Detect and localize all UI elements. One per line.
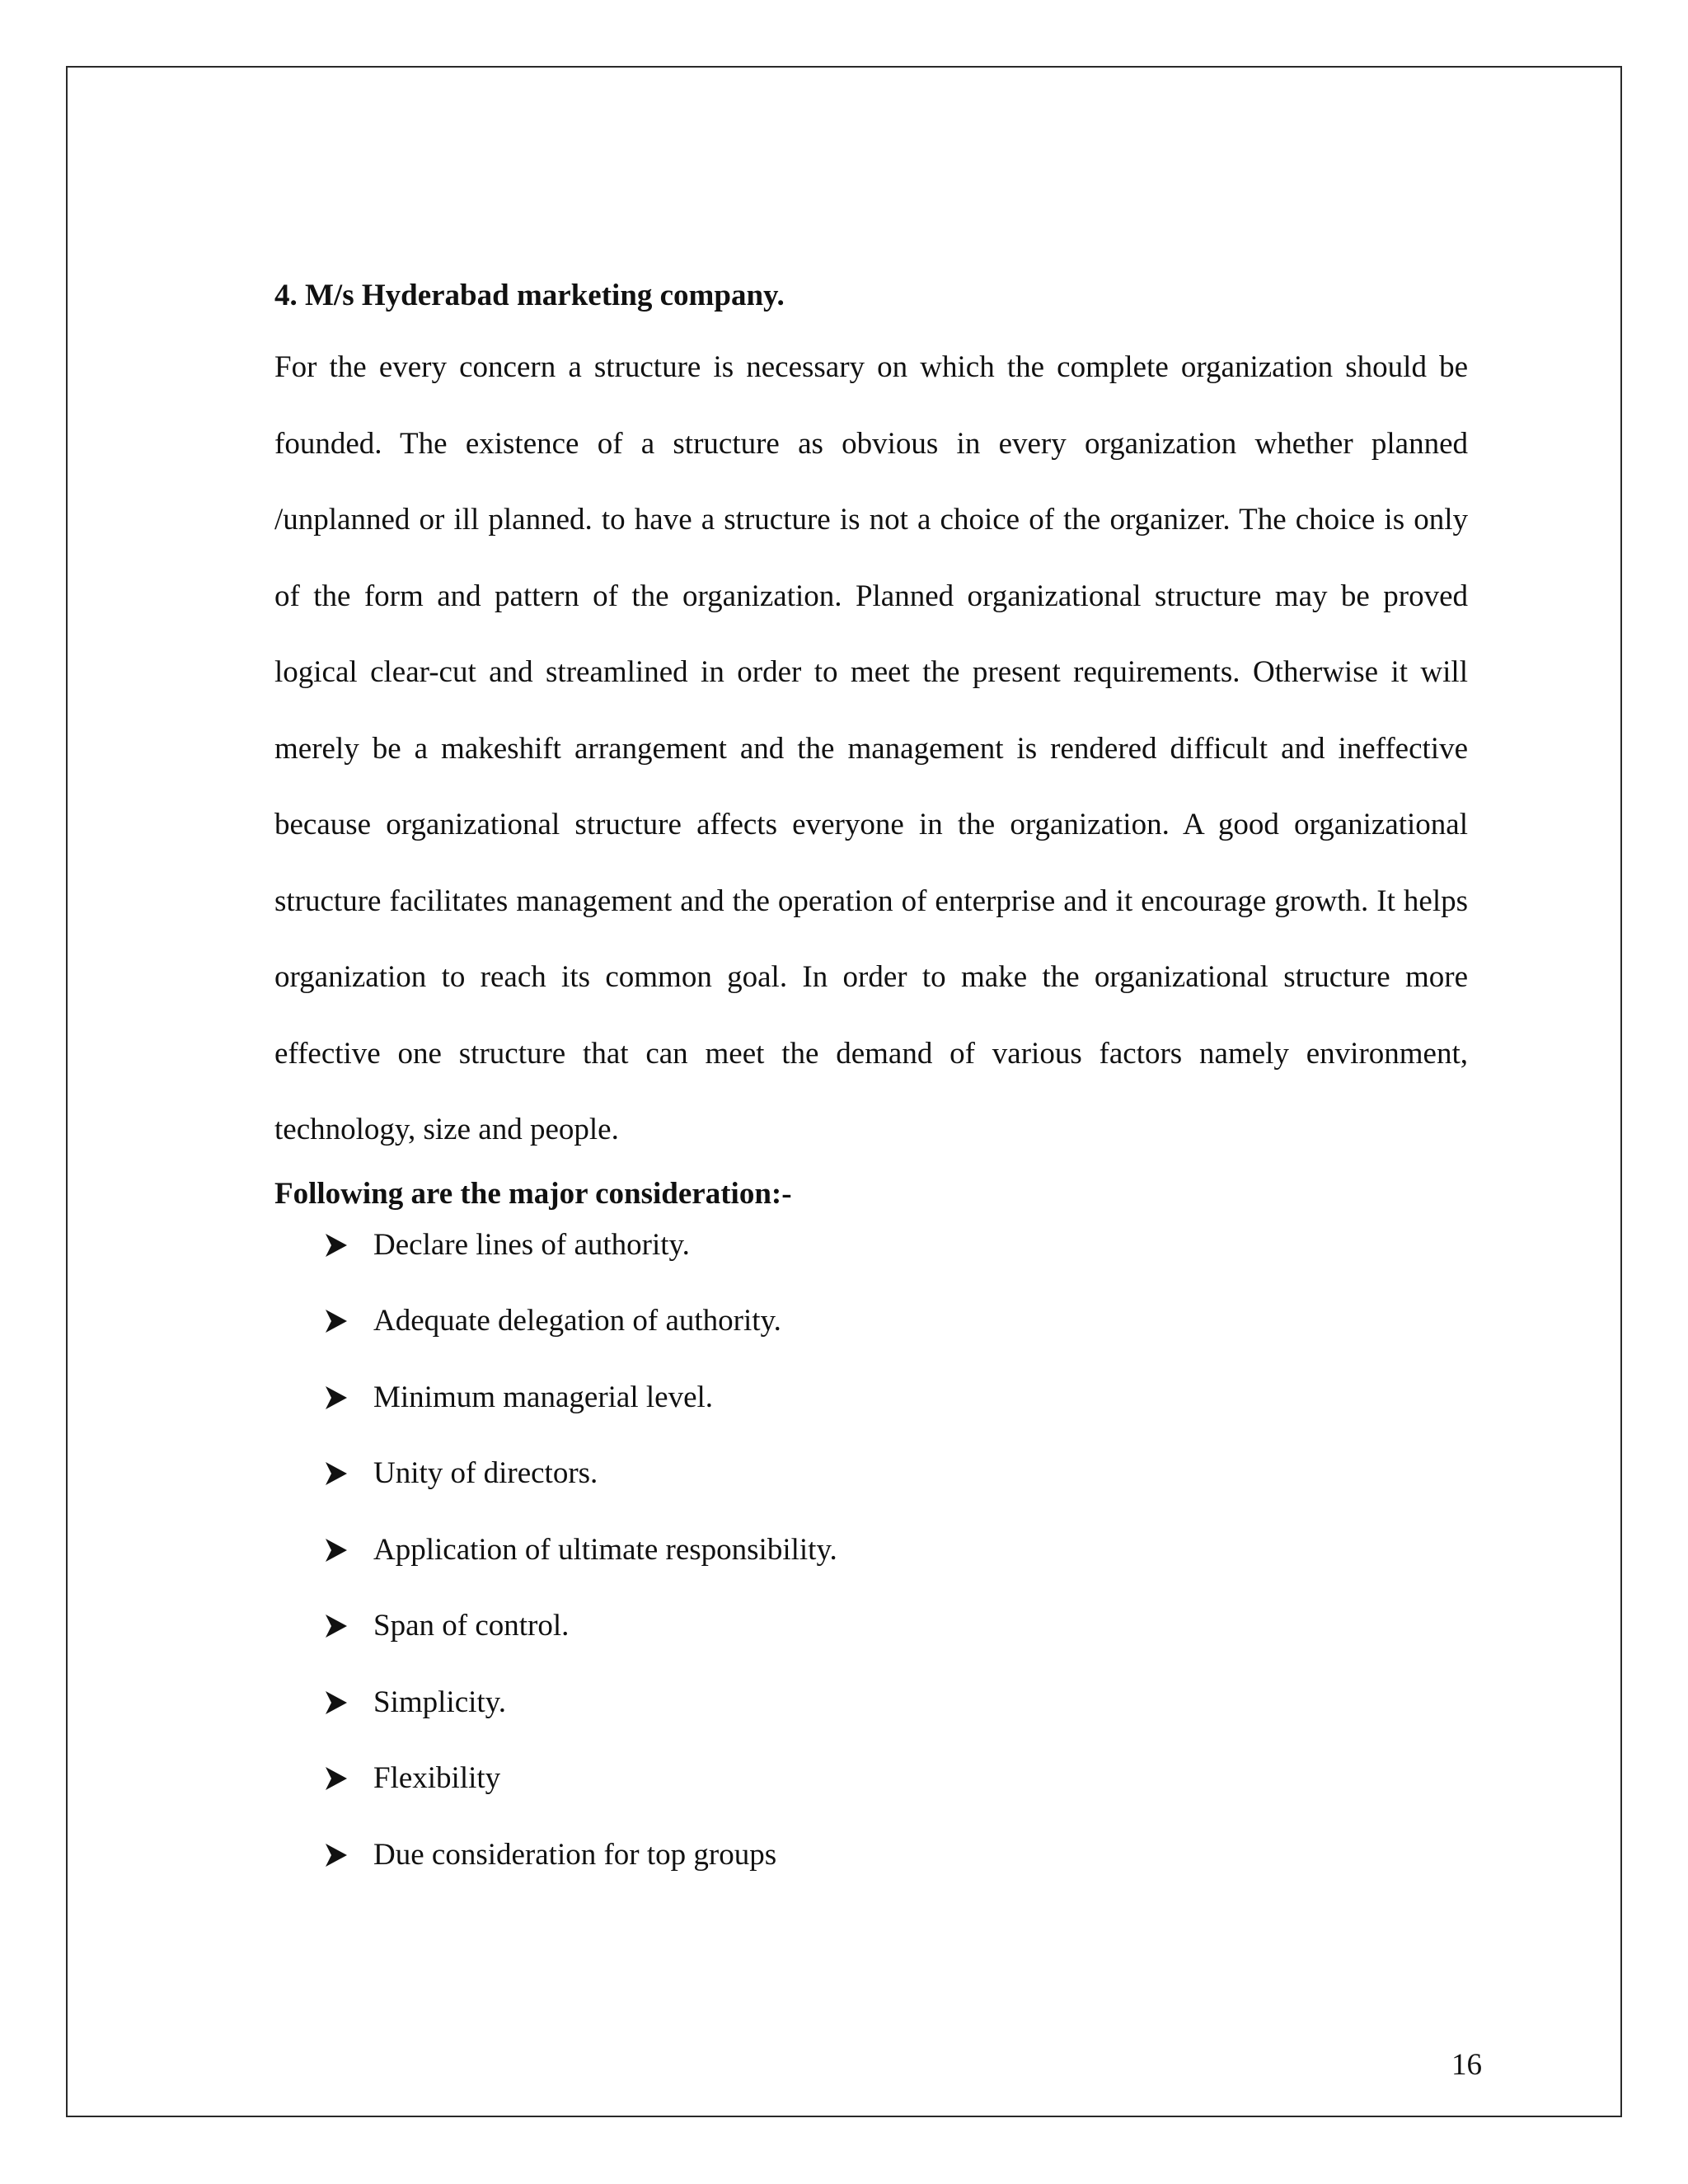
section-heading: 4. M/s Hyderabad marketing company. [274, 279, 785, 312]
list-item-text: Application of ultimate responsibility. [373, 1532, 837, 1567]
list-item-text: Minimum managerial level. [373, 1380, 714, 1414]
list-item-text: Flexibility [373, 1761, 501, 1795]
arrow-bullet-icon [324, 1613, 349, 1639]
body-paragraph: For the every concern a structure is necessary on which the complete organization should be founded. The existence of a structure as obvious in every organization whether planned /unplanned or ill planned. to have a structure is not a choice of the organizer. The choice is only of the form and pattern of the organization. Planned organizational structure may be proved logical clear-cut and streamlined in order to meet the present requirements. Otherwise it will merely be a makeshift arrangement and the management is rendered difficult and ineffective because organizational structure affects everyone in the organization. A good organizational structure facilitates management and the operation of enterprise and it encourage growth. It helps organization to reach its common goal. In order to make the organizational structure more effective one structure that can meet the demand of various factors namely environment, technology, size and people. [274, 350, 1468, 1146]
list-item-text: Unity of directors. [373, 1456, 598, 1490]
list-item-text: Adequate delegation of authority. [373, 1304, 781, 1338]
list-item [274, 1525, 1468, 1601]
list-item [274, 1220, 1468, 1296]
list-item-text: Simplicity. [373, 1685, 507, 1719]
considerations-heading: Following are the major consideration:- [274, 1176, 792, 1211]
arrow-bullet-icon [324, 1385, 349, 1411]
arrow-bullet-icon [324, 1842, 349, 1868]
list-item [274, 1601, 1468, 1677]
arrow-bullet-icon [324, 1232, 349, 1258]
considerations-list [274, 1220, 1468, 1906]
list-item [274, 1830, 1468, 1906]
arrow-bullet-icon [324, 1690, 349, 1716]
list-item-text: Declare lines of authority. [373, 1227, 690, 1262]
list-item [274, 1677, 1468, 1754]
list-item-text: Due consideration for top groups [373, 1837, 777, 1872]
arrow-bullet-icon [324, 1460, 349, 1487]
arrow-bullet-icon [324, 1765, 349, 1792]
arrow-bullet-icon [324, 1537, 349, 1563]
page-content [274, 270, 1468, 1905]
list-item [274, 1372, 1468, 1449]
page-number: 16 [1451, 2048, 1482, 2082]
arrow-bullet-icon [324, 1308, 349, 1334]
list-item-text: Span of control. [373, 1609, 570, 1643]
list-item [274, 1448, 1468, 1525]
list-item [274, 1753, 1468, 1830]
list-item [274, 1296, 1468, 1372]
